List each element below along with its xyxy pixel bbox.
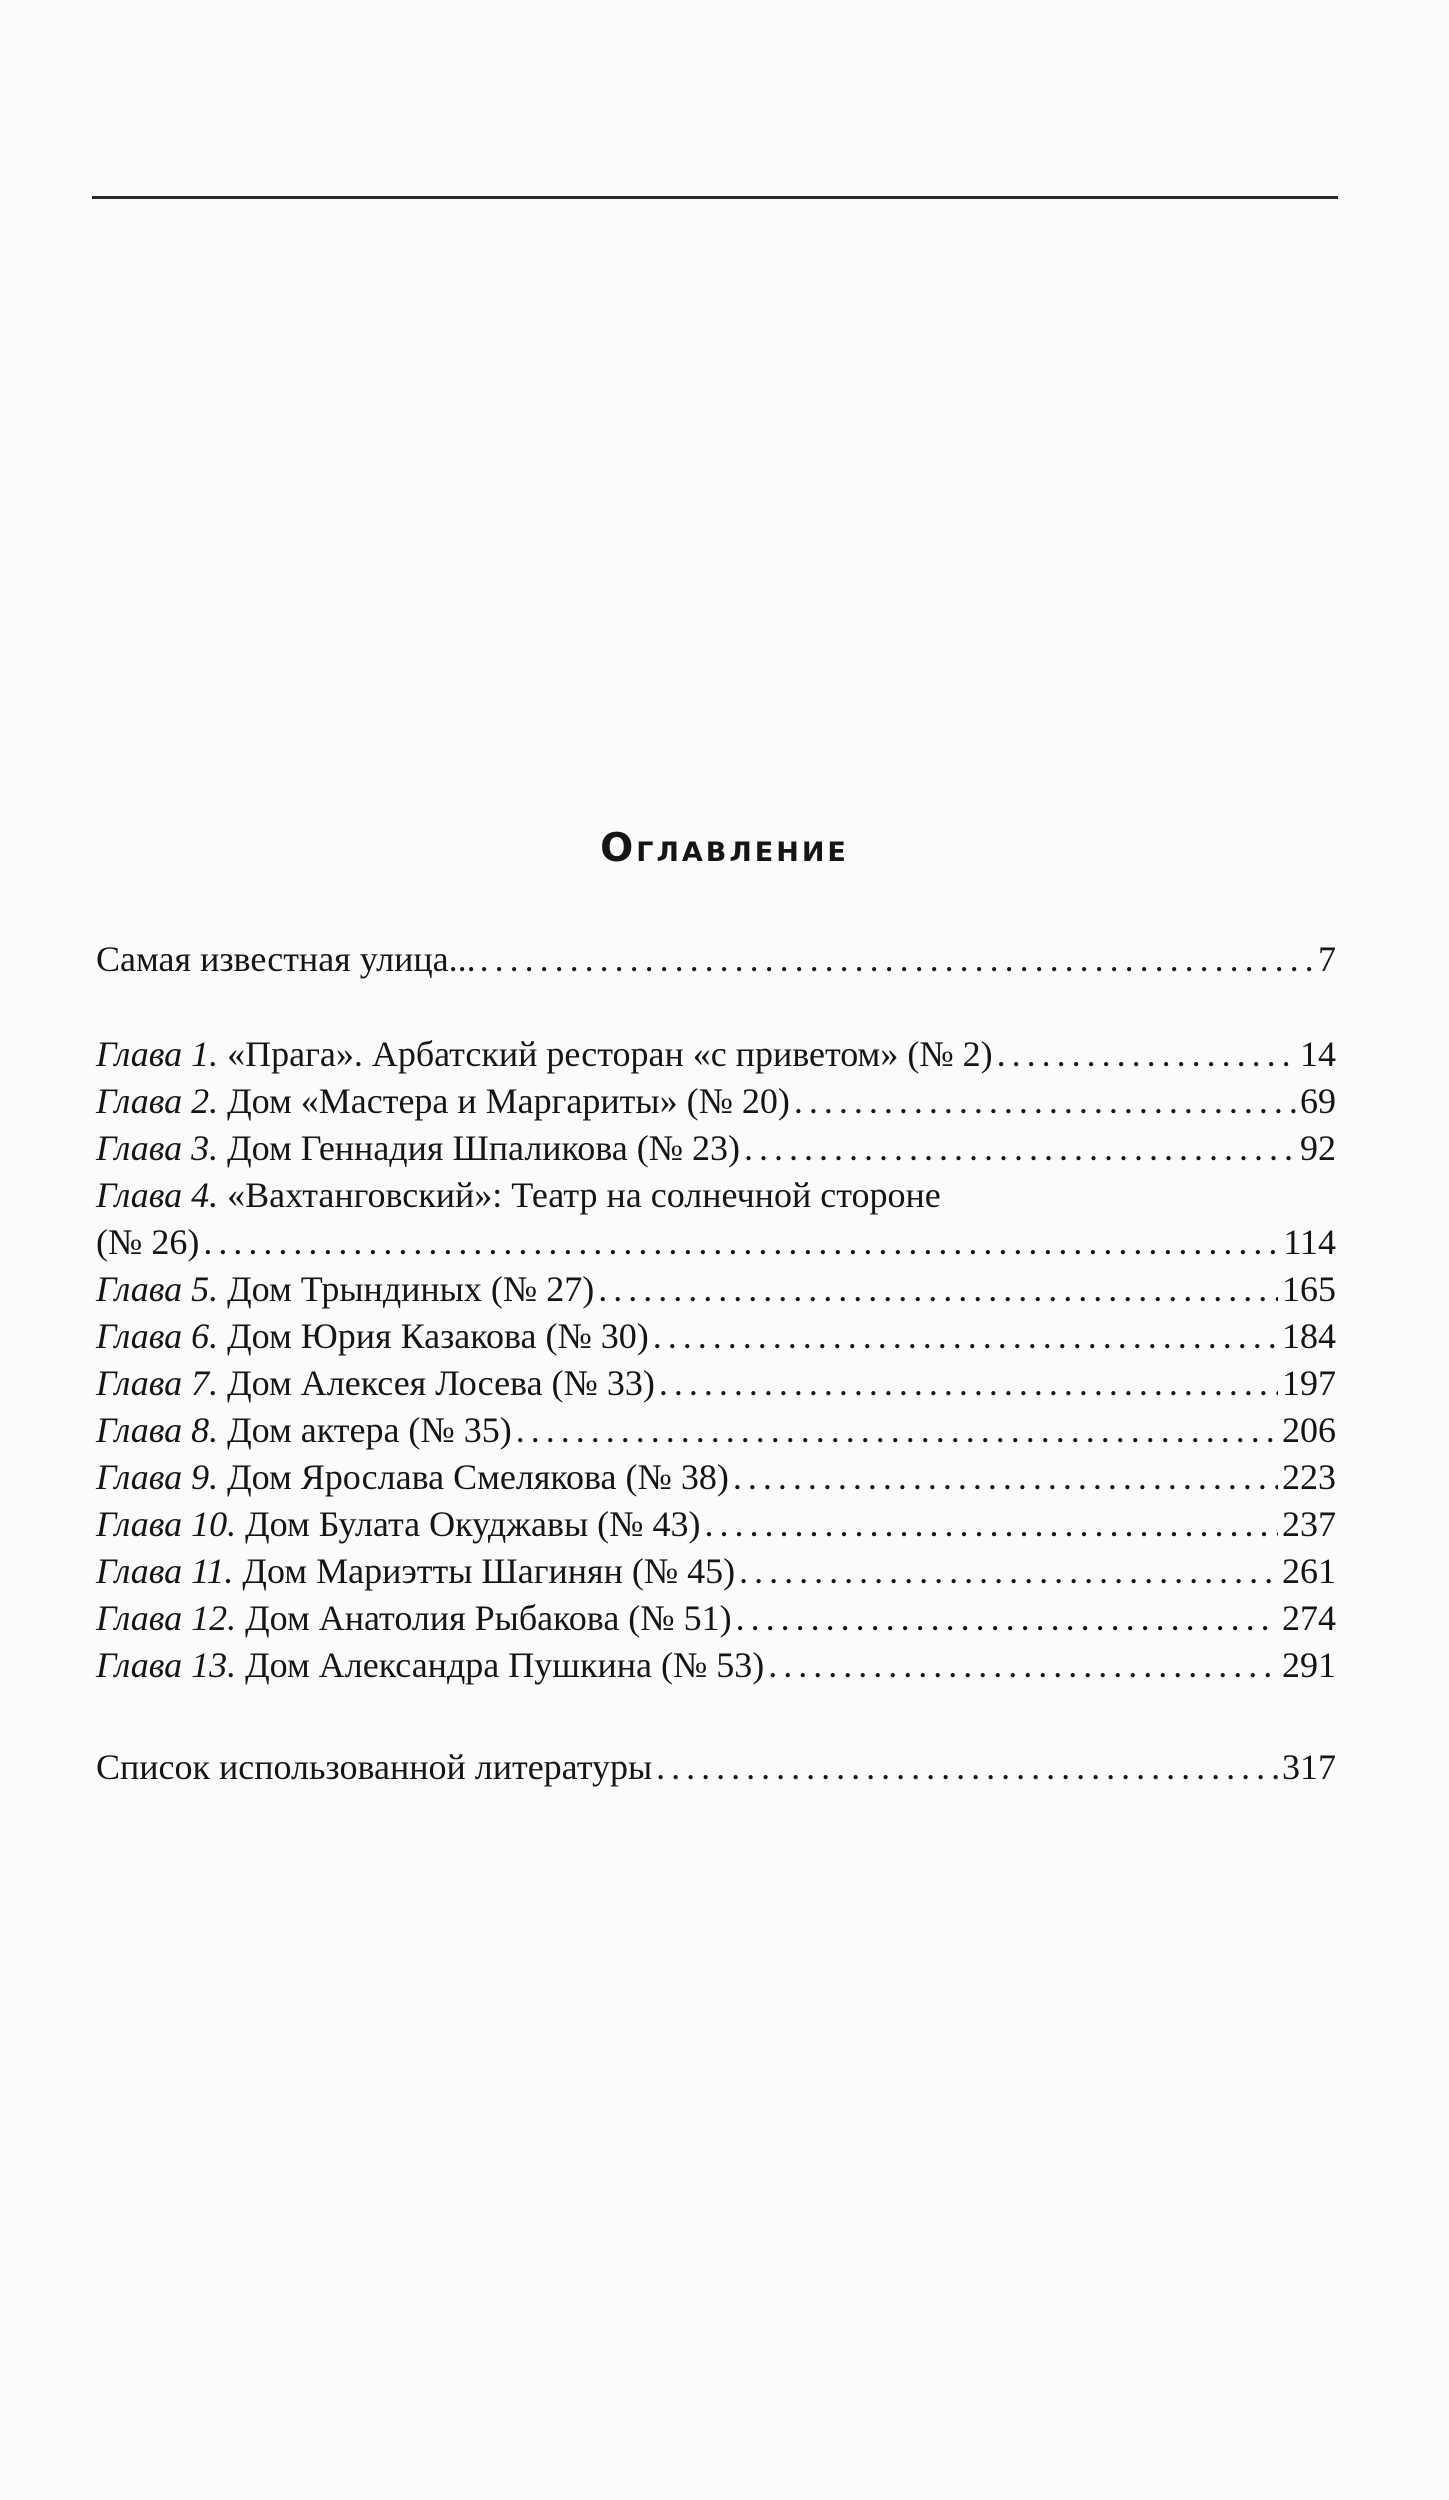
page-title: Оглавление: [600, 826, 849, 871]
chapter-label: Глава 9.: [96, 1457, 219, 1497]
toc-entry-chapter-4[interactable]: [96, 1172, 1336, 1219]
toc-page-number: 114: [1283, 1222, 1336, 1262]
toc-chapters-list: [96, 1031, 1336, 1689]
toc-page-number: 223: [1282, 1457, 1336, 1497]
chapter-label: Глава 7.: [96, 1363, 219, 1403]
toc-leader-dots: [656, 1744, 1278, 1791]
chapter-label: Глава 6.: [96, 1316, 219, 1356]
toc-leader-dots: [516, 1407, 1278, 1454]
toc-page-number: 206: [1282, 1410, 1336, 1450]
toc-leader-dots: [768, 1642, 1278, 1689]
toc-page-number: 184: [1282, 1316, 1336, 1356]
toc-entry-title: Глава 11. Дом Мариэтты Шагинян (№ 45): [96, 1551, 736, 1591]
toc-leader-dots: [203, 1219, 1279, 1266]
chapter-label: Глава 4.: [96, 1175, 219, 1215]
toc-leader-dots: [659, 1360, 1278, 1407]
toc-leader-dots: [733, 1454, 1278, 1501]
chapter-label: Глава 10.: [96, 1504, 237, 1544]
toc-entry-chapter-11[interactable]: [96, 1548, 1336, 1595]
toc-entry-chapter-10[interactable]: [96, 1501, 1336, 1548]
toc-entry-title: Глава 3. Дом Геннадия Шпаликова (№ 23): [96, 1128, 741, 1168]
top-rule: [92, 196, 1338, 199]
chapter-label: Глава 2.: [96, 1081, 219, 1121]
chapter-label: Глава 13.: [96, 1645, 237, 1685]
toc-entry-title: Глава 1. «Прага». Арбатский ресторан «с приветом» (№ 2): [96, 1034, 993, 1074]
toc-entry-title: Глава 12. Дом Анатолия Рыбакова (№ 51): [96, 1598, 732, 1638]
toc-leader-dots: [653, 1313, 1278, 1360]
toc-leader-dots: [736, 1595, 1278, 1642]
chapter-label: Глава 1.: [96, 1034, 219, 1074]
toc-entry-chapter-9[interactable]: [96, 1454, 1336, 1501]
toc-page-number: 69: [1300, 1081, 1336, 1121]
toc-entry-title: Список использованной литературы: [96, 1747, 653, 1787]
toc-page-number: 92: [1300, 1128, 1336, 1168]
toc-page-number: 261: [1282, 1551, 1336, 1591]
chapter-label: Глава 12.: [96, 1598, 237, 1638]
toc-bibliography-block: [96, 1744, 1336, 1791]
toc-entry-chapter-12[interactable]: [96, 1595, 1336, 1642]
toc-page-number: 291: [1282, 1645, 1336, 1685]
toc-entry-chapter-6[interactable]: [96, 1313, 1336, 1360]
toc-entry-title: Глава 7. Дом Алексея Лосева (№ 33): [96, 1363, 655, 1403]
toc-leader-dots: [739, 1548, 1278, 1595]
chapter-label: Глава 5.: [96, 1269, 219, 1309]
chapter-label: Глава 11.: [96, 1551, 234, 1591]
toc-entry-title: «Вахтанговский»: Театр на солнечной стороне: [227, 1175, 941, 1215]
toc-entry-chapter-1[interactable]: [96, 1031, 1336, 1078]
toc-entry-chapter-2[interactable]: [96, 1078, 1336, 1125]
toc-leader-dots: [705, 1501, 1279, 1548]
toc-entry-chapter-5[interactable]: [96, 1266, 1336, 1313]
toc-entry-title: Глава 13. Дом Александра Пушкина (№ 53): [96, 1645, 765, 1685]
toc-leader-dots: [480, 936, 1314, 983]
chapter-label: Глава 8.: [96, 1410, 219, 1450]
toc-entry-title: Глава 8. Дом актера (№ 35): [96, 1410, 512, 1450]
toc-entry-chapter-7[interactable]: [96, 1360, 1336, 1407]
toc-entry-chapter-3[interactable]: [96, 1125, 1336, 1172]
toc-entry-chapter-8[interactable]: [96, 1407, 1336, 1454]
toc-page-number: 197: [1282, 1363, 1336, 1403]
toc-entry-title: Глава 2. Дом «Мастера и Маргариты» (№ 20): [96, 1081, 790, 1121]
toc-entry-title: Самая известная улица...: [96, 939, 476, 979]
toc-entry-chapter-13[interactable]: [96, 1642, 1336, 1689]
toc-entry-title: Глава 10. Дом Булата Окуджавы (№ 43): [96, 1504, 701, 1544]
toc-page-number: 317: [1282, 1747, 1336, 1787]
toc-page-number: 165: [1282, 1269, 1336, 1309]
toc-entry-title-cont: (№ 26): [96, 1222, 200, 1262]
toc-leader-dots: [744, 1125, 1296, 1172]
toc-page-number: 237: [1282, 1504, 1336, 1544]
toc-page-number: 274: [1282, 1598, 1336, 1638]
chapter-label: Глава 3.: [96, 1128, 219, 1168]
toc-page-number: 7: [1318, 939, 1336, 979]
toc-page-number: 14: [1300, 1034, 1336, 1074]
toc-leader-dots: [598, 1266, 1278, 1313]
toc-entry-title: Глава 9. Дом Ярослава Смелякова (№ 38): [96, 1457, 729, 1497]
toc-entry-chapter-4-cont[interactable]: [96, 1219, 1336, 1266]
toc-entry-bibliography[interactable]: [96, 1744, 1336, 1791]
toc-entry-intro[interactable]: [96, 936, 1336, 983]
toc-entry-title: Глава 6. Дом Юрия Казакова (№ 30): [96, 1316, 649, 1356]
toc-leader-dots: [794, 1078, 1296, 1125]
toc-leader-dots: [997, 1031, 1296, 1078]
toc-entry-title: Глава 5. Дом Трындиных (№ 27): [96, 1269, 595, 1309]
toc-intro-block: [96, 936, 1336, 983]
